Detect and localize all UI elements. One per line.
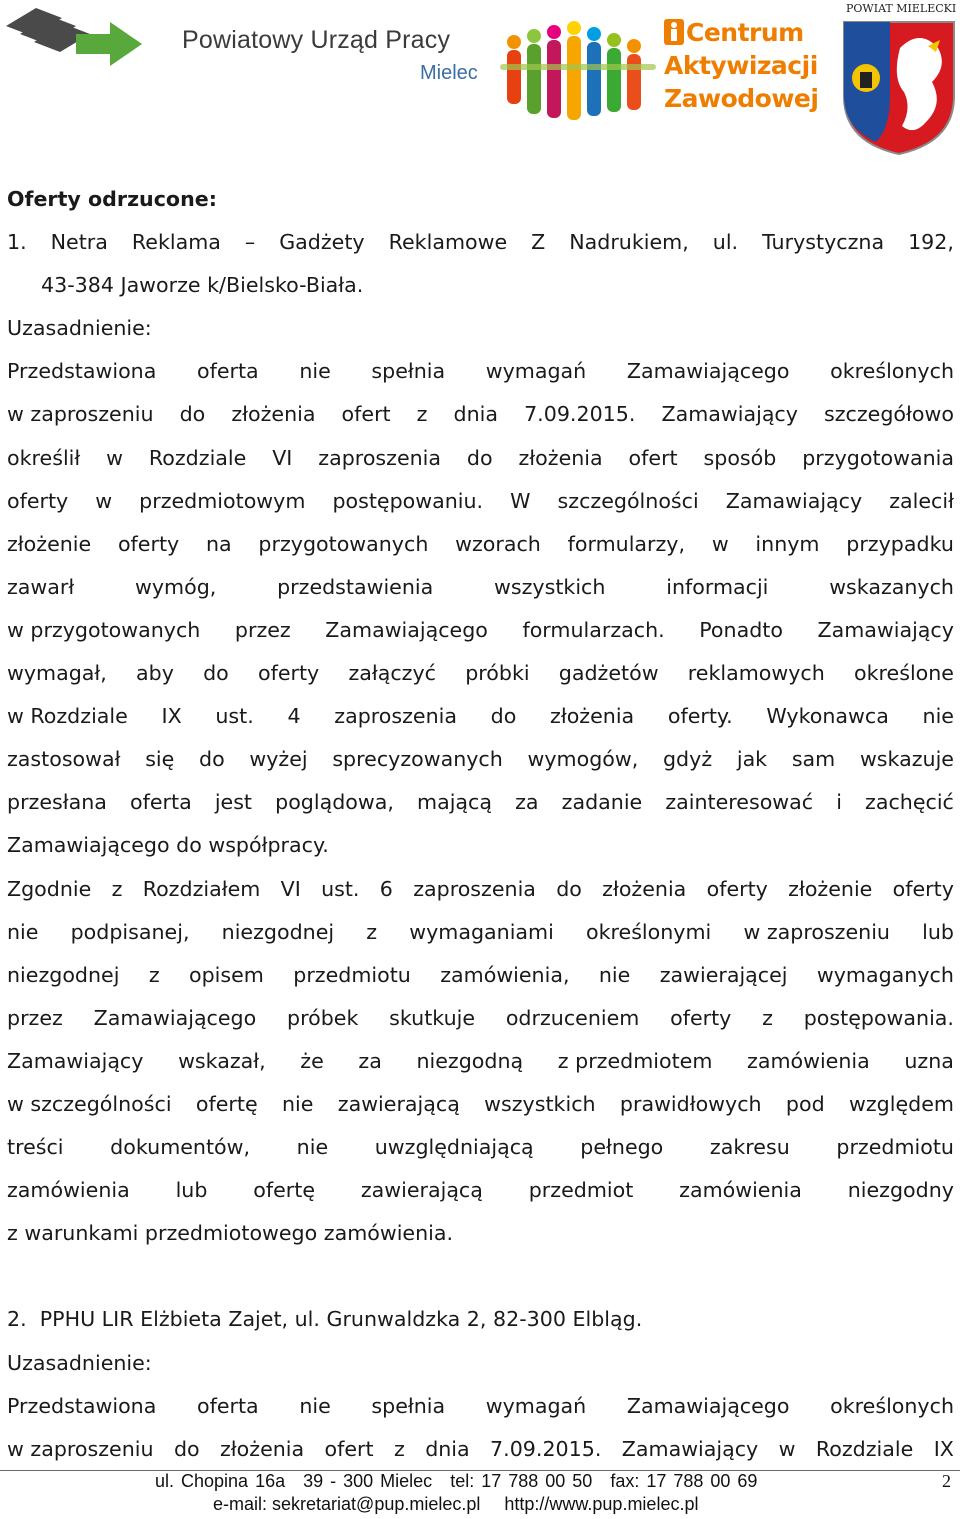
word: zakresu xyxy=(709,1135,790,1160)
word: zawierającą xyxy=(337,1091,460,1116)
footer-tel: tel: 17 788 00 50 xyxy=(450,1471,593,1491)
word: Zamawiający xyxy=(621,1436,759,1461)
justified-line xyxy=(7,695,954,738)
word: złożenie xyxy=(7,531,92,556)
footer-email: e-mail: sekretariat@pup.mielec.pl xyxy=(213,1494,481,1514)
offer-1-para-1-end: Zamawiającego do współpracy. xyxy=(7,833,329,858)
word: przygotowanych xyxy=(258,531,429,556)
word: jest xyxy=(214,790,253,815)
justified-line xyxy=(7,738,954,781)
word: uwzględniającą xyxy=(374,1135,534,1160)
word: skutkuje xyxy=(389,1005,476,1030)
word: pod xyxy=(785,1091,825,1116)
word: treści xyxy=(7,1135,64,1160)
word: z przedmiotem xyxy=(557,1048,713,1073)
word: VI xyxy=(272,445,293,470)
word: oferty xyxy=(117,531,180,556)
word: innym xyxy=(755,531,820,556)
word: zamówienia xyxy=(679,1178,802,1203)
caz-line-2: Aktywizacji xyxy=(664,51,818,80)
word: wymóg, xyxy=(135,574,217,599)
word: ofertę xyxy=(195,1091,258,1116)
word: wszystkich xyxy=(484,1091,596,1116)
word: wzorach xyxy=(455,531,541,556)
word: za xyxy=(515,790,539,815)
word: Zamawiającego xyxy=(325,617,488,642)
footer-web: http://www.pup.mielec.pl xyxy=(504,1494,699,1514)
word: się xyxy=(145,747,175,772)
word: wskazuje xyxy=(859,747,954,772)
word: 4 xyxy=(287,704,301,729)
word: Zamawiającego xyxy=(93,1005,257,1030)
word: złożenia xyxy=(231,402,316,427)
word: 192, xyxy=(908,230,954,255)
word: postępowaniu. xyxy=(332,488,484,513)
word: do xyxy=(199,747,225,772)
justified-line xyxy=(7,566,954,609)
word: Netra xyxy=(50,230,108,255)
word: ofert xyxy=(628,445,678,470)
word: sprecyzowanych xyxy=(332,747,503,772)
word: nie xyxy=(598,962,631,987)
word: zamówienia, xyxy=(440,962,570,987)
word: sposób xyxy=(703,445,777,470)
word: zalecił xyxy=(889,488,954,513)
word: przedmiotu xyxy=(293,962,411,987)
word: oferty xyxy=(892,876,954,901)
word: zamówienia xyxy=(7,1178,130,1203)
word: Zamawiającego xyxy=(626,1393,790,1418)
word: sam xyxy=(791,747,836,772)
word: przez xyxy=(7,1005,63,1030)
word: oferta xyxy=(196,359,259,384)
word: zawierającą xyxy=(360,1178,483,1203)
word: zachęcić xyxy=(865,790,954,815)
pup-logo-icon xyxy=(6,8,146,66)
justified-line xyxy=(7,1126,954,1169)
word: nie xyxy=(281,1091,314,1116)
word: do xyxy=(466,445,493,470)
word: niezgodną xyxy=(416,1048,524,1073)
word: do xyxy=(173,1436,200,1461)
word: w Rozdziale xyxy=(7,704,128,729)
justified-line xyxy=(7,868,954,911)
word: Reklamowe xyxy=(388,230,508,255)
word: określił xyxy=(7,445,81,470)
word: Zamawiający xyxy=(7,1048,144,1073)
word: niezgodnej xyxy=(221,919,335,944)
word: pełnego xyxy=(580,1135,664,1160)
word: Rozdziałem xyxy=(142,876,261,901)
justified-line xyxy=(7,911,954,954)
word: informacji xyxy=(666,574,769,599)
word: złożenia xyxy=(550,704,635,729)
offer-2-reason-paragraph xyxy=(7,1385,954,1471)
word: oferty. xyxy=(667,704,733,729)
word: w zaproszeniu xyxy=(7,1436,154,1461)
justified-line xyxy=(7,652,954,695)
word: zaproszenia xyxy=(334,704,457,729)
offer-1-para-2-end: z warunkami przedmiotowego zamówienia. xyxy=(7,1221,454,1246)
word: Rozdziale xyxy=(815,1436,914,1461)
word: wskazał, xyxy=(178,1048,266,1073)
justified-line xyxy=(7,781,954,824)
word: Przedstawiona xyxy=(7,1393,157,1418)
word: wyżej xyxy=(249,747,308,772)
people-figures-icon xyxy=(500,14,660,126)
word: oferty xyxy=(7,488,69,513)
word: oferty xyxy=(257,661,320,686)
word: szczegółowo xyxy=(824,402,954,427)
word: próbek xyxy=(287,1005,359,1030)
word: Przedstawiona xyxy=(7,359,157,384)
word: dnia xyxy=(425,1436,470,1461)
word: W xyxy=(510,488,531,513)
word: za xyxy=(358,1048,382,1073)
word: nie xyxy=(7,919,39,944)
word: do xyxy=(203,661,229,686)
word: Zamawiający xyxy=(817,617,954,642)
offer-1-reason-label: Uzasadnienie: xyxy=(7,316,152,341)
word: ust. xyxy=(321,876,360,901)
word: nie xyxy=(296,1135,329,1160)
word: Turystyczna xyxy=(762,230,885,255)
word: przedstawienia xyxy=(277,574,434,599)
word: wymaganiami xyxy=(409,919,554,944)
word: w xyxy=(711,531,729,556)
word: przypadku xyxy=(846,531,954,556)
word: uzna xyxy=(904,1048,954,1073)
footer-fax: fax: 17 788 00 69 xyxy=(610,1471,758,1491)
footer-web-line xyxy=(213,1494,722,1515)
justified-line xyxy=(7,393,954,436)
word: ofert xyxy=(341,402,391,427)
word: poglądowa, xyxy=(275,790,394,815)
word: próbki xyxy=(465,661,530,686)
word: jak xyxy=(736,747,768,772)
word: przedmiotu xyxy=(836,1135,954,1160)
offer-2-heading-line: 2. PPHU LIR Elżbieta Zajet, ul. Grunwaldzka 2, 82-300 Elbląg. xyxy=(7,1307,643,1332)
word: oferta xyxy=(130,790,192,815)
justified-line xyxy=(7,1385,954,1428)
word: względem xyxy=(849,1091,954,1116)
word: niezgodnej xyxy=(7,962,120,987)
offer-1-reason-paragraph-2 xyxy=(7,868,954,1213)
justified-line xyxy=(7,350,954,393)
word: IX xyxy=(161,704,182,729)
spacer xyxy=(7,1255,954,1298)
word: określone xyxy=(854,661,954,686)
word: formularzach. xyxy=(522,617,665,642)
caz-line-3: Zawodowej xyxy=(664,84,819,113)
word: oferty xyxy=(706,876,768,901)
word: z xyxy=(393,1436,405,1461)
word: prawidłowych xyxy=(619,1091,762,1116)
powiat-crest-icon xyxy=(840,18,958,156)
word: złożenia xyxy=(220,1436,305,1461)
word: – xyxy=(244,230,256,255)
word: IX xyxy=(933,1436,954,1461)
word: ust. xyxy=(215,704,254,729)
word: 7.09.2015. xyxy=(490,1436,602,1461)
word: oferty xyxy=(670,1005,732,1030)
word: Rozdziale xyxy=(148,445,247,470)
word: z xyxy=(762,1005,773,1030)
word: zadanie xyxy=(561,790,643,815)
word: odrzuceniem xyxy=(505,1005,640,1030)
word: nie xyxy=(922,704,954,729)
word: przygotowania xyxy=(802,445,954,470)
justified-line xyxy=(7,1428,954,1471)
section-title: Oferty odrzucone: xyxy=(7,187,217,211)
word: wymaganych xyxy=(816,962,954,987)
word: do xyxy=(490,704,517,729)
word: zawierającej xyxy=(659,962,788,987)
justified-line xyxy=(7,954,954,997)
word: wymogów, xyxy=(527,747,639,772)
word: spełnia xyxy=(371,359,446,384)
offer-1-heading-line xyxy=(7,221,954,264)
footer-city: 39 - 300 Mielec xyxy=(303,1471,433,1491)
word: postępowania. xyxy=(803,1005,954,1030)
word: wymagał, xyxy=(7,661,107,686)
offer-1-address-line: 43-384 Jaworze k/Bielsko-Biała. xyxy=(41,273,364,298)
word: spełnia xyxy=(371,1393,446,1418)
word: określonych xyxy=(830,359,954,384)
word: z xyxy=(366,919,378,944)
caz-line-1: Centrum xyxy=(686,18,804,47)
word: że xyxy=(300,1048,324,1073)
word: zastosował xyxy=(7,747,121,772)
word: w zaproszeniu xyxy=(7,402,154,427)
word: i xyxy=(836,790,842,815)
word: wymagań xyxy=(485,1393,587,1418)
word: wskazanych xyxy=(829,574,954,599)
word: Zamawiający xyxy=(661,402,798,427)
word: złożenie xyxy=(788,876,873,901)
word: zaproszenia xyxy=(318,445,442,470)
word: w xyxy=(95,488,113,513)
word: Zgodnie xyxy=(7,876,92,901)
word: na xyxy=(205,531,232,556)
word: przesłana xyxy=(7,790,107,815)
page-number: 2 xyxy=(942,1471,951,1491)
word: w xyxy=(106,445,123,470)
word: lub xyxy=(922,919,954,944)
word: określonymi xyxy=(585,919,712,944)
word: formularzy, xyxy=(567,531,686,556)
word: przedmiotowym xyxy=(139,488,306,513)
word: zamówienia xyxy=(747,1048,870,1073)
document-body xyxy=(7,178,954,1471)
word: wymagań xyxy=(485,359,587,384)
word: do xyxy=(556,876,582,901)
justified-line xyxy=(7,1083,954,1126)
word: złożenia xyxy=(602,876,687,901)
caz-figure-icon xyxy=(664,19,684,45)
word: dnia xyxy=(453,402,499,427)
word: określonych xyxy=(830,1393,954,1418)
footer-contact-line xyxy=(155,1471,775,1492)
justified-line xyxy=(7,1040,954,1083)
word: załączyć xyxy=(348,661,436,686)
word: szczególności xyxy=(557,488,699,513)
justified-line xyxy=(7,437,954,480)
word: Wykonawca xyxy=(766,704,889,729)
word: nie xyxy=(299,1393,331,1418)
word: reklamowych xyxy=(687,661,825,686)
justified-line xyxy=(7,609,954,652)
justified-line xyxy=(7,480,954,523)
word: Gadżety xyxy=(279,230,365,255)
word: Z xyxy=(531,230,546,255)
word: w przygotowanych xyxy=(7,617,201,642)
word: mającą xyxy=(417,790,492,815)
word: ofert xyxy=(324,1436,374,1461)
caz-logo-text xyxy=(664,16,818,115)
word: w zaproszeniu xyxy=(743,919,890,944)
word: 1. xyxy=(7,230,27,255)
word: Ponadto xyxy=(699,617,783,642)
word: 6 xyxy=(379,876,393,901)
word: z xyxy=(416,402,428,427)
word: dokumentów, xyxy=(110,1135,251,1160)
word: 7.09.2015. xyxy=(524,402,636,427)
word: złożenia xyxy=(518,445,603,470)
footer-address: ul. Chopina 16a xyxy=(155,1471,286,1491)
pup-city: Mielec xyxy=(420,62,478,84)
word: ul. xyxy=(712,230,739,255)
word: opisem xyxy=(189,962,264,987)
justified-line xyxy=(7,523,954,566)
word: z xyxy=(111,876,123,901)
justified-line xyxy=(7,997,954,1040)
word: Zamawiającego xyxy=(626,359,790,384)
word: nie xyxy=(299,359,331,384)
document-header xyxy=(0,0,960,160)
word: aby xyxy=(136,661,174,686)
word: przez xyxy=(234,617,291,642)
word: Nadrukiem, xyxy=(569,230,689,255)
word: w xyxy=(778,1436,796,1461)
word: oferta xyxy=(196,1393,259,1418)
word: gadżetów xyxy=(558,661,659,686)
offer-1-reason-paragraph-1 xyxy=(7,350,954,824)
word: podpisanej, xyxy=(70,919,190,944)
word: zainteresować xyxy=(665,790,814,815)
word: zaproszenia xyxy=(413,876,536,901)
word: w szczególności xyxy=(7,1091,172,1116)
pup-title: Powiatowy Urząd Pracy xyxy=(182,26,451,54)
word: VI xyxy=(280,876,301,901)
word: gdyż xyxy=(662,747,713,772)
offer-2-reason-label: Uzasadnienie: xyxy=(7,1350,152,1375)
word: Zamawiający xyxy=(725,488,863,513)
word: z xyxy=(148,962,160,987)
word: wszystkich xyxy=(494,574,606,599)
word: ofertę xyxy=(253,1178,315,1203)
word: niezgodny xyxy=(847,1178,954,1203)
word: zawarł xyxy=(7,574,75,599)
word: Reklama xyxy=(131,230,221,255)
word: do xyxy=(179,402,206,427)
word: przedmiot xyxy=(528,1178,634,1203)
word: lub xyxy=(175,1178,208,1203)
powiat-label: POWIAT MIELECKI xyxy=(846,2,957,15)
justified-line xyxy=(7,1169,954,1212)
